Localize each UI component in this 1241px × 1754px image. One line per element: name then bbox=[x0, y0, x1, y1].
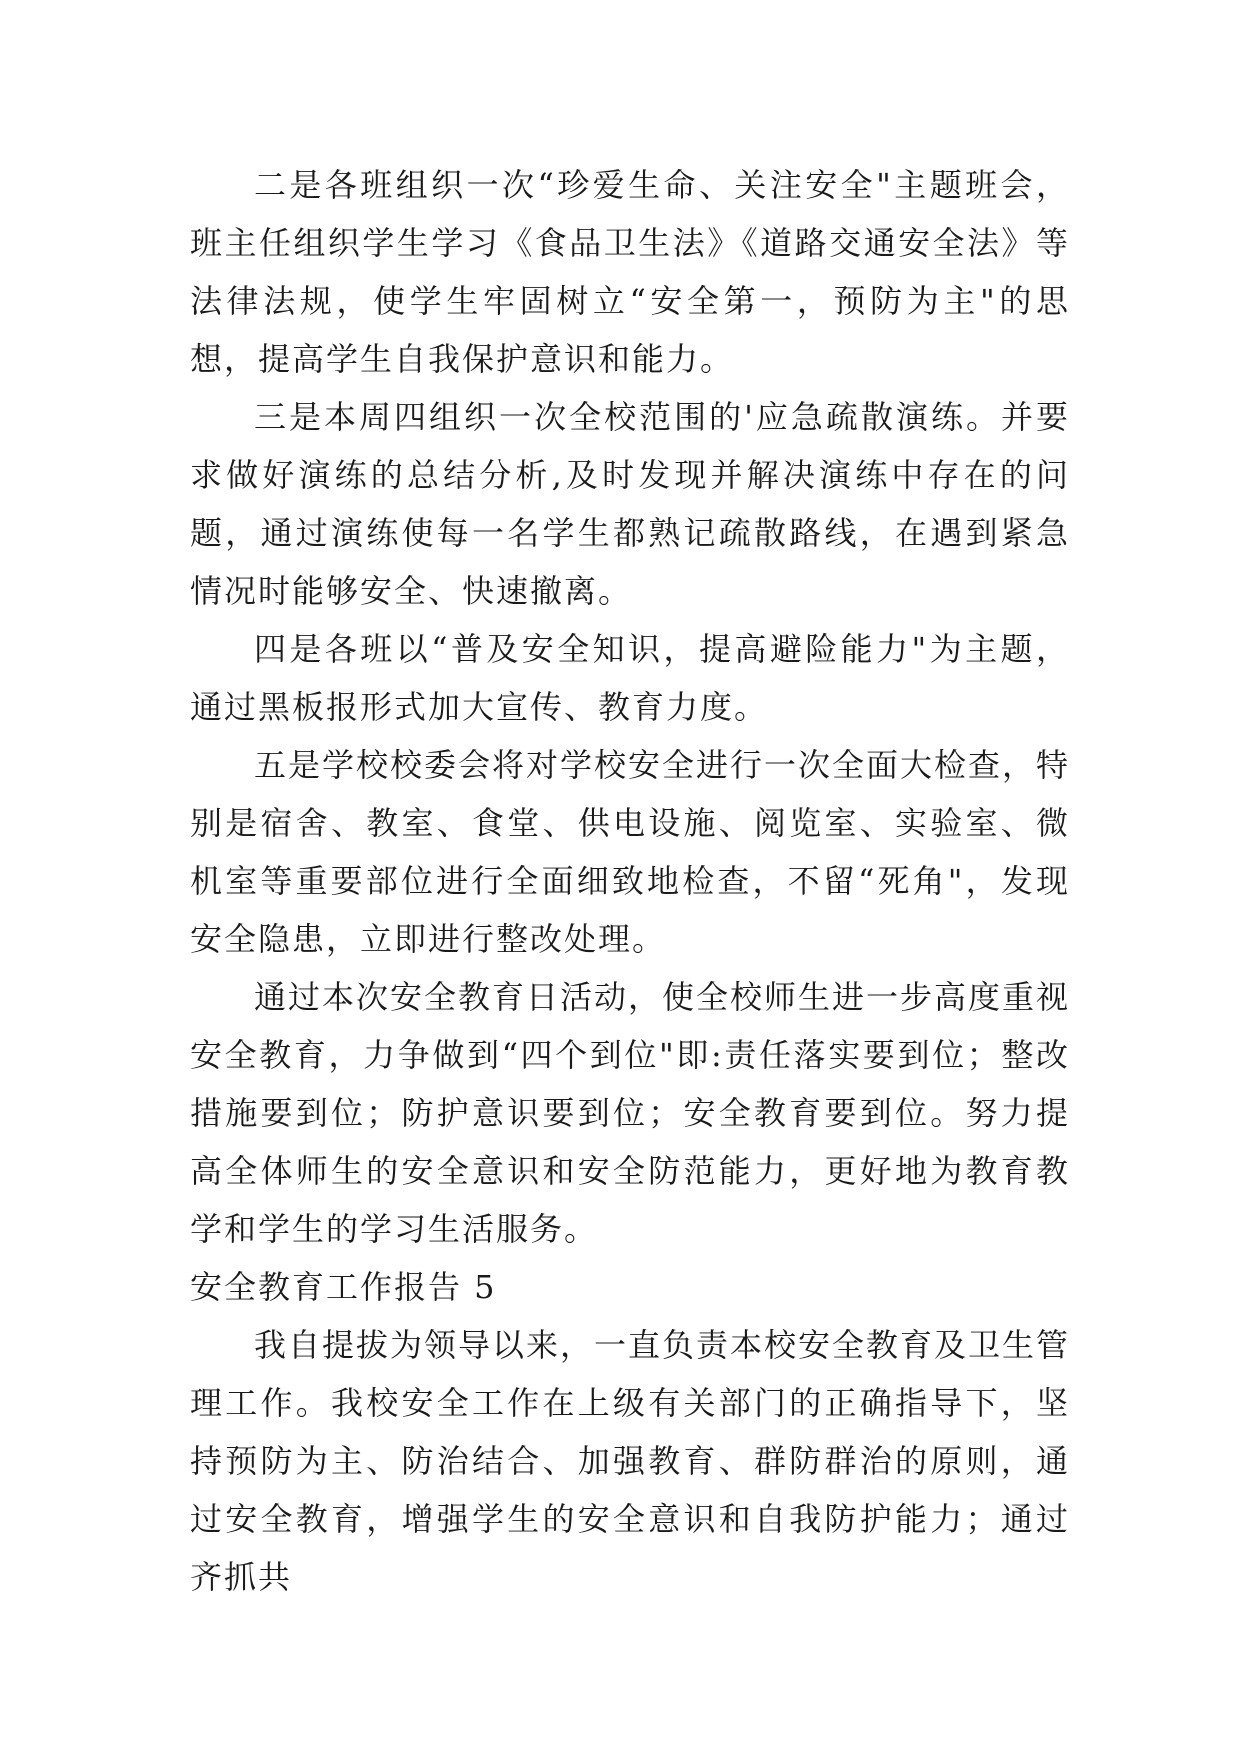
paragraph-summary: 通过本次安全教育日活动，使全校师生进一步高度重视安全教育，力争做到“四个到位"即:责任落实要到位；整改措施要到位；防护意识要到位；安全教育要到位。努力提高全体师生的安全意识和安全防范能力，更好地为教育教学和学生的学习生活服务。 bbox=[190, 978, 1071, 1248]
section-heading: 安全教育工作报告 5 bbox=[190, 1268, 497, 1306]
paragraph-inspection: 五是学校校委会将对学校安全进行一次全面大检查，特别是宿舍、教室、食堂、供电设施、阅览室、实验室、微机室等重要部位进行全面细致地检查，不留“死角"，发现安全隐患，立即进行整改处理。 bbox=[190, 746, 1071, 958]
paragraph-report-intro: 我自提拔为领导以来，一直负责本校安全教育及卫生管理工作。我校安全工作在上级有关部门的正确指导下，坚持预防为主、防治结合、加强教育、群防群治的原则，通过安全教育，增强学生的安全意识和自我防护能力；通过齐抓共 bbox=[190, 1326, 1071, 1596]
paragraph-evacuation-drill: 三是本周四组织一次全校范围的'应急疏散演练。并要求做好演练的总结分析,及时发现并解决演练中存在的问题，通过演练使每一名学生都熟记疏散路线，在遇到紧急情况时能够安全、快速撤离。 bbox=[190, 398, 1070, 610]
paragraph-class-meeting: 二是各班组织一次“珍爱生命、关注安全"主题班会，班主任组织学生学习《食品卫生法》《道路交通安全法》等法律法规，使学生牢固树立“安全第一，预防为主"的思想，提高学生自我保护意识和能力。 bbox=[190, 166, 1070, 378]
paragraph-blackboard: 四是各班以“普及安全知识，提高避险能力"为主题，通过黑板报形式加大宣传、教育力度。 bbox=[190, 630, 1070, 726]
document-body bbox=[190, 156, 1070, 1606]
